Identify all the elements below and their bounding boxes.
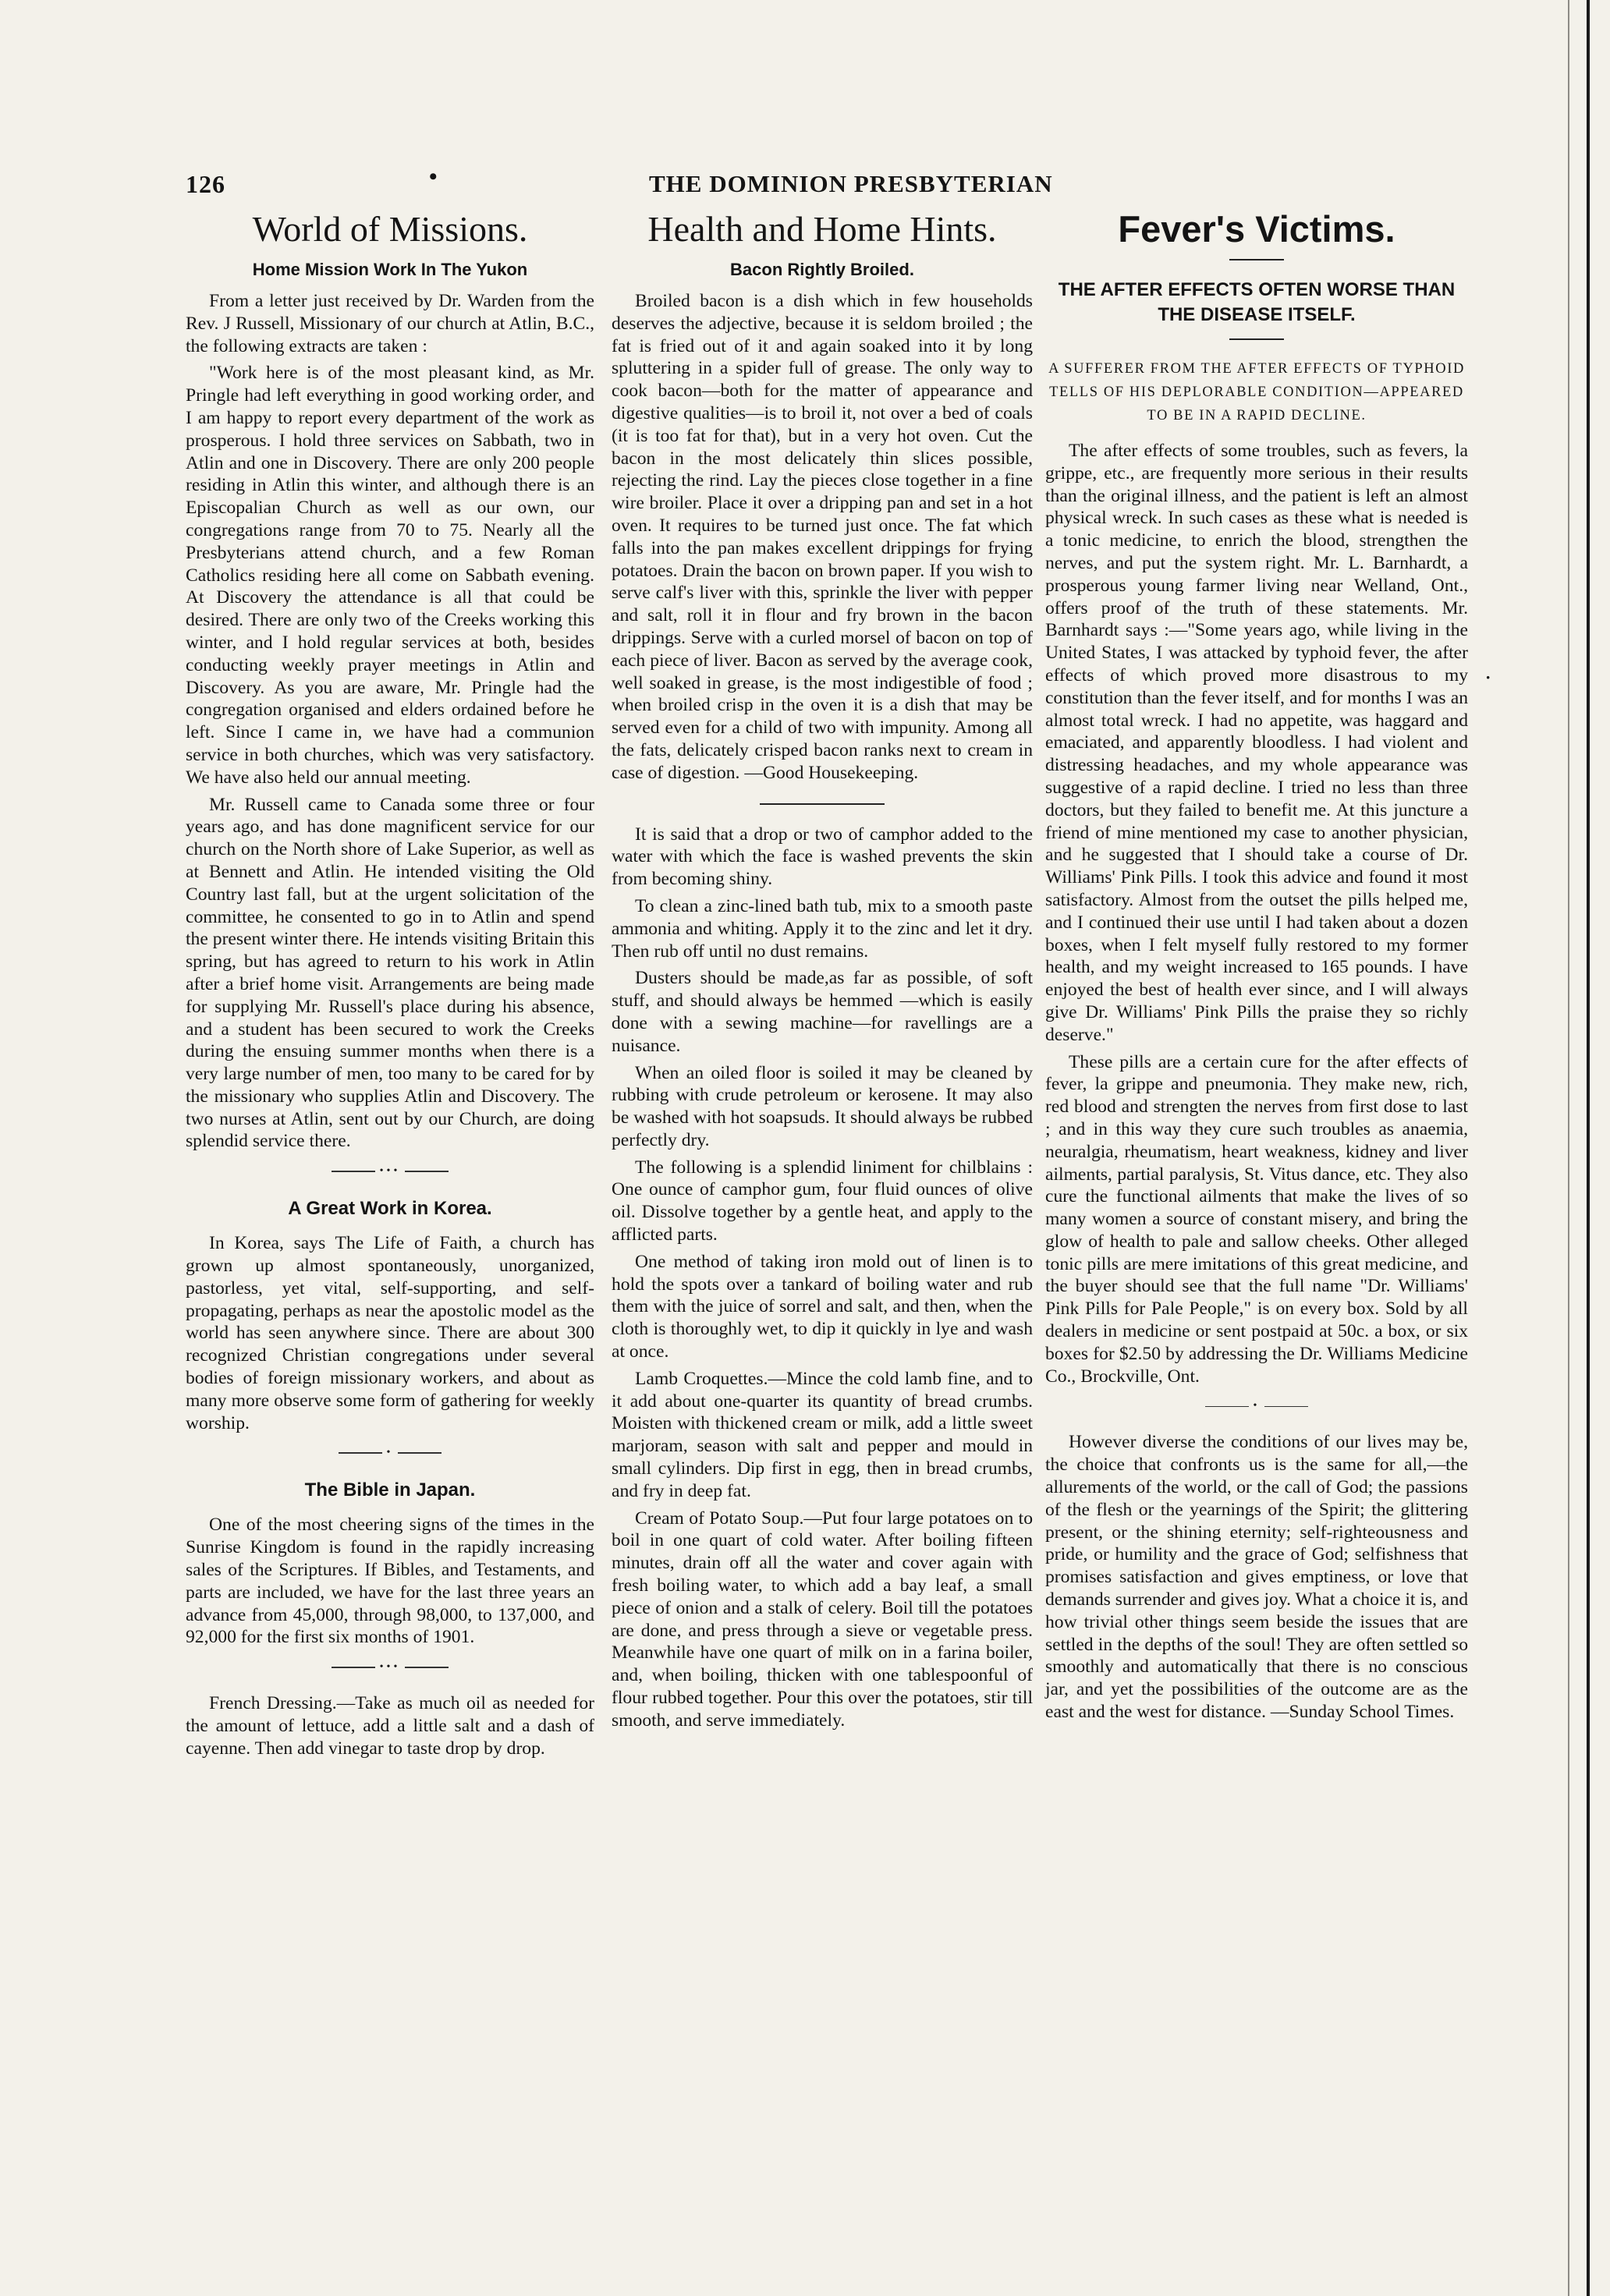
separator: ••• xyxy=(186,1164,594,1179)
journal-title: THE DOMINION PRESBYTERIAN xyxy=(649,170,1053,197)
page-number: 126 xyxy=(186,170,225,198)
hint-paragraph: When an oiled floor is soiled it may be cleaned by rubbing with crude petroleum or kerosene. It may also be washed with hot soapsuds. It should always be rubbed perfectly dry. xyxy=(612,1062,1033,1150)
hint-paragraph: To clean a zinc-lined bath tub, mix to a smooth paste ammonia and whiting. Apply it to the zinc and let it dry. Then rub off until no dust remains. xyxy=(612,895,1033,962)
separator: • xyxy=(1045,1398,1468,1414)
page-edge xyxy=(1587,0,1590,2296)
page-edge-shadow xyxy=(1568,0,1569,2296)
column-fevers-victims xyxy=(1045,209,1468,1728)
hint-paragraph: It is said that a drop or two of camphor added to the water with which the face is washed prevents the skin from becoming shiny. xyxy=(612,824,1033,890)
article-paragraph: Mr. Russell came to Canada some three or four years ago, and has done magnificent service for our church on the North shore of Lake Superior, as well as at Bennett and Atlin. He intended visiting the Old Country last fall, but at the urgent solicitation of the committee, he consented to go in to Atlin and spend the present winter there. He intends visiting Britain this spring, but has agreed to return to his work in Atlin after a brief home visit. Arrangements are being made for supplying Mr. Russell's place during his absence, and a student has been secured to work the Creeks during the ensuing summer months when there is a very large number of men, too many to be cared for by the missionary who supplies Atlin and Discovery. The two nurses at Atlin, sent out by our Church, are doing splendid service there. xyxy=(186,794,594,1152)
article-paragraph: One of the most cheering signs of the times in the Sunrise Kingdom is found in the rapidly increasing sales of the Scriptures. If Bibles, and Testaments, and parts are included, we have for the last three years an advance from 45,000, through 98,000, to 137,000, and 92,000 for the first six months of 1901. xyxy=(186,1515,594,1648)
article-paragraph: From a letter just received by Dr. Warden from the Rev. J Russell, Missionary of our church at Atlin, B.C., the following extracts are taken : xyxy=(186,291,594,356)
separator: • xyxy=(186,1445,594,1461)
article-summary: A SUFFERER FROM THE AFTER EFFECTS OF TYPHOID TELLS OF HIS DEPLORABLE CONDITION—APPEARED TO BE IN A RAPID DECLINE. xyxy=(1048,361,1465,423)
column-health-and-home-hints xyxy=(612,209,1033,1737)
section-title: Fever's Victims. xyxy=(1118,208,1395,250)
article-paragraph: The after effects of some troubles, such as fevers, la grippe, etc., are frequently more serious in their results than the original illness, and the patient is left an almost physical wreck. In such cases as these what is needed is a tonic medicine, to enrich the blood, strengthen the nerves, and put the system right. Mr. L. Barnhardt, a prosperous young farmer living near Welland, Ont., offers proof of the truth of these statements. Mr. Barnhardt says :—"Some years ago, while living in the United States, I was attacked by typhoid fever, the after effects of which proved more disastrous to my constitution than the fever itself, and for months I was an almost total wreck. I had no appetite, was haggard and emaciated, and apparently bloodless. I had violent and distressing headaches, and my whole appearance was suggestive of a rapid decline. I tried no less than three doctors, but they failed to benefit me. At this juncture a friend of mine mentioned my case to another physician, and he suggested that I should take a course of Dr. Williams' Pink Pills. I took this advice and found it most satisfactory. Almost from the outset the pills helped me, and I continued their use until I had taken about a dozen boxes, when I felt myself fully restored to my former health, and my weight increased to 165 pounds. I have enjoyed the best of health ever since, and I will always give Dr. Williams' Pink Pills the praise they so richly deserve." xyxy=(1045,441,1468,1045)
column-world-of-missions xyxy=(186,209,594,1765)
section-title: Health and Home Hints. xyxy=(647,209,997,249)
article-paragraph: In Korea, says The Life of Faith, a church has grown up almost spontaneously, unorganized, pastorless, yet vital, self-supporting, and self-propagating, perhaps as near the apostolic model as the world has seen anywhere since. There are about 300 recognized Christian congregations under several bodies of foreign missionary workers, and about as many more observe some form of gathering for weekly worship. xyxy=(186,1233,594,1433)
separator: ••• xyxy=(186,1660,594,1675)
article-heading: The Bible in Japan. xyxy=(304,1479,476,1501)
article-paragraph: These pills are a certain cure for the after effects of fever, la grippe and pneumonia. They make new, rich, red blood and strengten the nerves from first dose to last ; and in this way they cure such troubles as anaemia, neuralgia, rheumatism, heart weakness, kidney and liver ailments, partial paralysis, St. Vitus dance, etc. They also cure the functional ailments that make the lives of so many women a source of constant misery, and bring the glow of health to pale and sallow cheeks. Other alleged tonic pills are mere imitations of this great medicine, and the buyer should see that the full name "Dr. Williams' Pink Pills for Pale People," is on every box. Sold by all dealers in medicine or sent postpaid at 50c. a box, or six boxes for $2.50 by addressing the Dr. Williams Medicine Co., Brockville, Ont. xyxy=(1045,1051,1468,1387)
hint-paragraph: One method of taking iron mold out of linen is to hold the spots over a tankard of boiling water and rub them with the juice of sorrel and salt, and then, when the cloth is thoroughly wet, to dip it quickly in lye and wash at once. xyxy=(612,1251,1033,1362)
article-paragraph: Broiled bacon is a dish which in few households deserves the adjective, because it is seldom broiled ; the fat is fried out of it and again soaked into it by long spluttering in a spider full of grease. The only way to cook bacon—both for the matter of appearance and digestive qualities—is to broil it, not over a bed of coals (it is too fat for that), but in a very hot oven. Cut the bacon in the most delicately thin slices possible, rejecting the rind. Lay the pieces close together in a fine wire broiler. Place it over a dripping pan and set in a hot oven. It requires to be turned just once. The fat which falls into the pan makes excellent drippings for frying potatoes. Drain the bacon on brown paper. If you wish to serve calf's liver with this, sprinkle the liver with pepper and salt, roll it in flour and fry brown in the bacon drippings. Serve with a curled morsel of bacon on top of each piece of liver. Bacon as served by the average cook, well soaked in grease, is the most indigestible of food ; when broiled crisp in the oven it is a dish that may be served even for a child of two with impunity. Among all the fats, delicately crisped bacon ranks next to cream in case of digestion. —Good Housekeeping. xyxy=(612,291,1033,783)
page-header xyxy=(186,164,1053,201)
stray-mark: • xyxy=(429,164,438,190)
article-paragraph: French Dressing.—Take as much oil as needed for the amount of lettuce, add a little salt and a dash of cayenne. Then add vinegar to taste drop by drop. xyxy=(186,1693,594,1759)
article-subheading: THE AFTER EFFECTS OFTEN WORSE THAN THE DISEASE ITSELF. xyxy=(1058,279,1456,325)
article-heading: Bacon Rightly Broiled. xyxy=(730,260,914,279)
divider xyxy=(760,803,885,805)
hint-paragraph: Cream of Potato Soup.—Put four large potatoes on to boil in one quart of cold water. After boiling fifteen minutes, drain off all the water and cover again with fresh boiling water, to which add a bay leaf, a small piece of onion and a stalk of celery. Boil till the potatoes are done, and press through a sieve or vegetable press. Meanwhile have one quart of milk on in a farina boiler, and, when boiling, thicken with one tablespoonful of flour rubbed together. Pour this over the potatoes, stir till smooth, and serve immediately. xyxy=(612,1508,1033,1731)
article-paragraph: "Work here is of the most pleasant kind, as Mr. Pringle had left everything in good working order, and I am happy to report every department of the work as prosperous. I hold three services on Sabbath, two in Atlin and one in Discovery. There are only 200 people residing in Atlin this winter, and although there is an Episcopalian Church as well as our own, our congregations range from 70 to 75. Nearly all the Presbyterians attend church, and a few Roman Catholics residing here all come on Sabbath evening. At Discovery the attendance is all that could be desired. There are only two of the Creeks working this winter, and I hold regular services at both, besides conducting weekly prayer meetings in Atlin and Discovery. As you are aware, Mr. Pringle had the congregation organised and elders ordained before he left. Since I came in, we have had a communion service in both churches, which was very satisfactory. We have also held our annual meeting. xyxy=(186,363,594,788)
divider xyxy=(1229,338,1284,340)
hint-paragraph: The following is a splendid liniment for chilblains : One ounce of camphor gum, four fluid ounces of olive oil. Dissolve together by a gentle heat, and apply to the afflicted parts. xyxy=(612,1157,1033,1245)
divider xyxy=(1229,259,1284,260)
hint-paragraph: Dusters should be made,as far as possible, of soft stuff, and should always be hemmed —which is easily done with a sewing machine—for ravellings are a nuisance. xyxy=(612,968,1033,1056)
hint-paragraph: Lamb Croquettes.—Mince the cold lamb fine, and to it add about one-quarter its quantity of bread crumbs. Moisten with thickened cream or milk, add a little sweet marjoram, season with salt and pepper and mould in small cylinders. Dip first in egg, then in bread crumbs, and fry in deep fat. xyxy=(612,1368,1033,1501)
article-paragraph: However diverse the conditions of our lives may be, the choice that confronts us is the same for all,—the allurements of the world, or the call of God; the passions of the flesh or the yearnings of the Spirit; the glittering present, or the shining eternity; self-righteousness and pride, or humility and the grace of God; selfishness that promises satisfaction and gives emptiness, or love that demands surrender and gives joy. What a choice it is, and how trivial other things seem beside the issues that are settled in the depths of the soul! They are often settled so smoothly and automatically that there is no conscious jar, and yet the possibilities of the outcome are as the east and the west for distance. —Sunday School Times. xyxy=(1045,1432,1468,1723)
article-heading: A Great Work in Korea. xyxy=(288,1198,492,1220)
stray-mark: · xyxy=(1485,668,1491,687)
article-heading: Home Mission Work In The Yukon xyxy=(252,260,528,279)
section-title: World of Missions. xyxy=(252,209,528,249)
